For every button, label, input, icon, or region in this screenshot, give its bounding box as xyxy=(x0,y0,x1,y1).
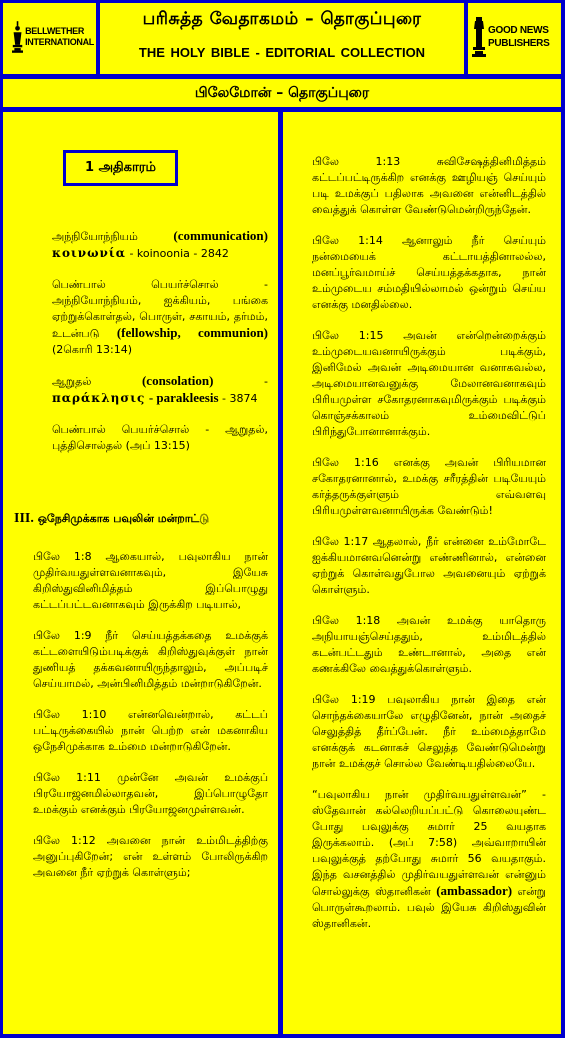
goodnews-line1: GOOD NEWS xyxy=(488,25,549,36)
word2-translit: - parakleesis xyxy=(148,390,219,405)
verse-1-11: பிலே 1:11 முன்னே அவன் உமக்குப் பிரயோஜனமில்லாதவன், இப்பொழுதோ உமக்கும் எனக்கும் பிரயோஜனமுள்ளவன். xyxy=(33,771,268,816)
right-verses xyxy=(312,154,546,932)
frame-right xyxy=(561,0,565,1038)
word1-meaning-ref: (2கொரி 13:14) xyxy=(52,343,133,356)
commentary-note xyxy=(312,787,546,932)
verse-1-17: பிலே 1:17 ஆதலால், நீர் என்னை உம்மோடே ஐக்கியமானவனென்று எண்ணினால், என்னை ஏற்றுக் கொள்வதுபோல அவனையும் ஏற்றுக் கொள்ளும். xyxy=(312,535,546,596)
word2-greek: παράκλησις xyxy=(52,391,146,405)
word1-greek: κοινωνία xyxy=(52,246,126,260)
word2-meaning: பெண்பால் பெயர்ச்சொல் - ஆறுதல், புத்திசொல்தல் (அப் 13:15) xyxy=(52,423,268,452)
word-entry-consolation: ஆறுதல் (consolation) - παράκλησις - parakleesis - 3874 xyxy=(52,373,269,405)
column-divider xyxy=(278,110,283,1036)
word1-meaning xyxy=(52,277,268,358)
word1-tamil: அந்நியோந்நியம் xyxy=(52,230,138,243)
word2-tamil: ஆறுதல் xyxy=(52,375,92,388)
section-title: ஒநேசிமுக்காக பவுலின் மன்றாட்டு xyxy=(37,512,210,525)
word-entry-communication: அந்நியோந்நியம் (communication) κοινωνία - koinoonia - 2842 xyxy=(52,228,268,260)
book-title-row xyxy=(3,79,561,107)
bellwether-line2: INTERNATIONAL xyxy=(25,37,94,47)
good-news-logo xyxy=(472,16,560,58)
section-heading xyxy=(14,511,274,527)
verse-1-8: பிலே 1:8 ஆகையால், பவுலாகிய நான் முதிர்வயதுள்ளவனாகவும், இயேசு கிறிஸ்துவினிமித்தம் இப்பொழுது கட்டப்பட்டவனாகவும் இருக்கிற படியால், xyxy=(33,550,268,611)
verse-1-9: பிலே 1:9 நீர் செய்யத்தக்கதை உமக்குக் கட்டளையிடும்படிக்குக் கிறிஸ்துவுக்குள் நான் துணியத் தக்கவனாயிருந்தாலும், அப்படிச் செய்யாமல், அன்பினிமித்தம் மன்றாடுகிறேன். xyxy=(33,629,268,690)
goodnews-line2: PUBLISHERS xyxy=(488,38,550,49)
book-title: பிலேமோன் – தொகுப்புரை xyxy=(194,85,370,101)
verse-1-19: பிலே 1:19 பவுலாகிய நான் இதை என் சொந்தக்கையாலே எழுதினேன், நான் அதைச் செலுத்தித் தீர்ப்பேன். நீர் உம்மைத்தாமே எனக்குக் கடனாகச் செலுத்த வேண்டுமென்று நான் உமக்குச் சொல்ல வேண்டியதில்லையே. xyxy=(312,693,546,770)
section-numeral: III. xyxy=(14,511,34,526)
header-divider-right xyxy=(464,0,468,76)
bellwether-logo-icon xyxy=(12,17,23,57)
word1-meaning-english: (fellowship, communion) xyxy=(116,325,269,340)
chapter-label: 1 அதிகாரம் xyxy=(85,160,156,175)
verse-1-14: பிலே 1:14 ஆனாலும் நீர் செய்யும் நன்மையைக் கட்டாயத்தினாலல்ல, மனப்பூர்வமாய்ச் செய்யத்தக்கதாக, நான் உம்முடைய சம்மதியில்லாமல் ஒன்றும் செய்ய எனக்கு மனதில்லை. xyxy=(312,234,546,311)
good-news-logo-icon xyxy=(472,17,486,57)
verse-1-10: பிலே 1:10 என்னவென்றால், கட்டப் பட்டிருக்கையில் நான் பெற்ற என் மகனாகிய ஒநேசிமுக்காக உம்மை மன்றாடுகிறேன். xyxy=(33,708,268,753)
verse-1-16: பிலே 1:16 எனக்கு அவன் பிரியமான சகோதரனானால், உமக்கு சரீரத்தின் படியேயும் கர்த்தருக்குள்ளும் எவ்வளவு பிரியமுள்ளவனாயிருக்க வேண்டும்! xyxy=(312,456,546,517)
title-english: THE HOLY BIBLE - EDITORIAL COLLECTION xyxy=(138,45,426,60)
bellwether-logo xyxy=(12,16,94,58)
word2-english: (consolation) xyxy=(141,373,214,388)
word1-translit: - koinoonia xyxy=(129,247,190,260)
note-text-after: என்று பொருள்கூறலாம். பவுல் இயேசு கிறிஸ்துவின் ஸ்தானிகன். xyxy=(312,885,546,930)
chapter-box xyxy=(63,150,178,186)
bellwether-line1: BELLWETHER xyxy=(25,26,85,36)
note-english-term: (ambassador) xyxy=(436,883,513,898)
verse-1-12: பிலே 1:12 அவனை நான் உம்மிடத்திற்கு அனுப்புகிறேன்; என் உள்ளம் போலிருக்கிற அவனை நீர் ஏற்றுக் கொள்ளும்; xyxy=(33,834,268,879)
word1-meaning-text: பெண்பால் பெயர்ச்சொல் - அந்நியோந்நியம், ஐக்கியம், பங்கை ஏற்றுக்கொள்தல், பொருள், சகாயம், தர்மம், உடன்படு xyxy=(52,278,268,340)
verse-1-13: பிலே 1:13 சுவிசேஷத்தினிமித்தம் கட்டப்பட்டிருக்கிற எனக்கு ஊழியஞ் செய்யும் படி உமக்குப் பதிலாக அவனை என்னிடத்தில் வைத்துக் கொள்ள வேண்டுமென்றிருந்தேன். xyxy=(312,155,546,216)
frame-left xyxy=(0,0,3,1038)
word2-strong: 3874 xyxy=(229,392,258,405)
left-word-studies xyxy=(52,228,268,469)
verse-1-15: பிலே 1:15 அவன் என்றென்றைக்கும் உம்முடையவனாயிருக்கும் படிக்கும், இனிமேல் அவன் அடிமையான வனாகவல்ல, அடிமையானவனுக்கு மேலானவனாகவும் பிரியமுள்ள சகோதரனாகவுமிருக்கும் படிக்கும் கொஞ்சக்காலம் உம்மைவிட்டுப் பிரிந்துபோனானாக்கும். xyxy=(312,329,546,438)
title-tamil: பரிசுத்த வேதாகமம் – தொகுப்புரை xyxy=(142,9,422,29)
note-text-before: “பவுலாகிய நான் முதிர்வயதுள்ளவன்” - ஸ்தேவான் கல்லெறியப்பட்டு கொலையுண்ட போது பவுலுக்கு சுமார் 25 வயதாக இருக்கலாம். (அப் 7:58) அவ்வாறாயின் பவுலுக்குத் தற்போது சுமார் 56 வயதாகும். இந்த வசனத்தில் முதிர்வயதுள்ளவன் என்னும் சொல்லுக்கு ஸ்தானிகன் xyxy=(312,788,546,898)
left-verses xyxy=(33,549,268,896)
header-center xyxy=(100,3,464,74)
verse-1-18: பிலே 1:18 அவன் உமக்கு யாதொரு அநியாயஞ்செய்ததும், உம்மிடத்தில் கடன்பட்டதும் உண்டானால், அதை என் கணக்கிலே வைத்துக்கொள்ளும். xyxy=(312,614,546,675)
word1-english: (communication) xyxy=(173,228,268,243)
word1-strong: 2842 xyxy=(200,247,229,260)
